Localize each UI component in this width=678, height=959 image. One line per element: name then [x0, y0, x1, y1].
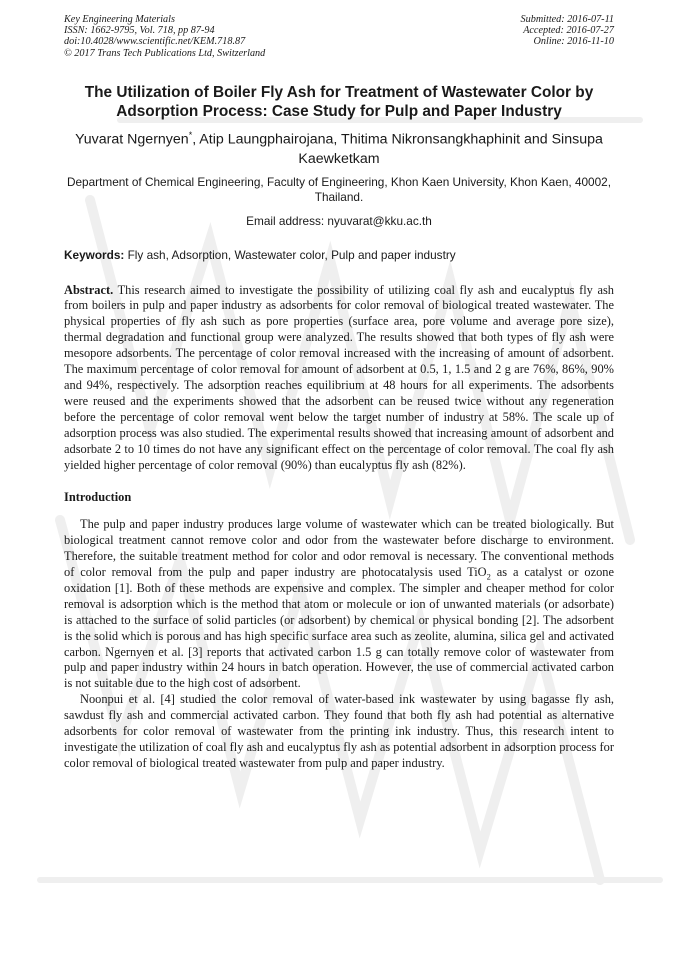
- section-heading-introduction: Introduction: [64, 490, 132, 505]
- online-date: Online: 2016-11-10: [533, 36, 614, 48]
- keywords-label: Keywords:: [64, 247, 125, 262]
- affiliation: Department of Chemical Engineering, Faculty of Engineering, Khon Kaen University, Khon Kaen, 40002, Thailand.: [66, 174, 612, 204]
- keywords-text: Fly ash, Adsorption, Wastewater color, Pulp and paper industry: [124, 247, 456, 262]
- publication-header: [64, 14, 614, 59]
- intro-p1-part-a: The pulp and paper industry produces large volume of wastewater which can be treated biologically. But biological treatment cannot remove color and odor from the wastewater before discharge to environment. Therefore, the suitable treatment method for color and odor removal is necessary. The conventional methods of color removal from the pulp and paper industry are photocatalysis used TiO: [64, 517, 614, 580]
- paper-title: The Utilization of Boiler Fly Ash for Treatment of Wastewater Color by Adsorption Process: Case Study for Pulp and Paper Industry: [84, 83, 594, 120]
- subscript-2: 2: [486, 571, 491, 582]
- intro-p1-part-b: as a catalyst or ozone oxidation [1]. Both of these methods are expensive and complex. The simpler and cheaper method for color removal is adsorption which is the method that atom or molecule or ion of unwanted materials (or adsorbate) is attached to the surface of solid particles (or adsorbent) by chemical or physical bonding [2]. The adsorbent is the solid which is porous and has high specific surface area such as zeolite, alumina, silica gel and activated carbon. Ngernyen et al. [3] reports that activated carbon 1.5 g can totally remove color of wastewater from pulp and paper industry within 24 hours in batch operation. However, the use of commercial activated carbon is not suitable due to the high cost of adsorbent.: [64, 565, 614, 691]
- introduction-paragraph-2: Noonpui et al. [4] studied the color removal of water-based ink wastewater by using bagasse fly ash, sawdust fly ash and commercial activated carbon. They found that both fly ash had potential as alternative adsorbents for color removal of wastewater from the printing ink industry. Thus, this research intent to investigate the utilization of coal fly ash and eucalyptus fly ash as potential adsorbent in adsorption process for color removal of biological treated wastewater from pulp and paper industry.: [64, 692, 614, 770]
- paper-page: [64, 14, 614, 772]
- author-list: [68, 126, 610, 169]
- abstract-text: This research aimed to investigate the possibility of utilizing coal fly ash and eucalyptus fly ash from boilers in pulp and paper industry as adsorbents for color removal of biological treated wastewater. The physical properties of fly ash such as pore properties (surface area, pore volume and average pore size), thermal degradation and functional group were analyzed. The results showed that both types of fly ash were mesopore adsorbents. The percentage of color removal increased with the increasing of amount of adsorbent. The maximum percentage of color removal for amount of adsorbent at 0.5, 1, 1.5 and 2 g are 76%, 86%, 90% and 94%, respectively. The adsorption reaches equilibrium at 48 hours for all experiments. The adsorbents were reused and the experiments showed that the adsorbent can be reused twice without any regeneration before the percentage of color removal went below the target number of industry at 58%. The scale up of adsorption process was also studied. The experimental results showed that increasing amount of adsorbent and adsorbate 2 to 10 times do not have any significant effect on the percentage of color removal. The coal fly ash yielded higher percentage of color removal (90%) than eucalyptus fly ash (82%).: [64, 282, 614, 472]
- publication-dates: [521, 14, 614, 59]
- co-authors: , Atip Laungphairojana, Thitima Nikronsangkhaphinit and Sinsupa Kaewketkam: [192, 131, 603, 167]
- introduction-paragraph-1: [64, 517, 614, 692]
- email-address[interactable]: Email address: nyuvarat@kku.ac.th: [246, 213, 432, 228]
- keywords: [64, 248, 614, 263]
- journal-name: Key Engineering Materials: [64, 14, 175, 25]
- abstract-label: Abstract.: [64, 282, 114, 297]
- abstract: [64, 283, 614, 474]
- corresponding-author: Yuvarat Ngernyen: [75, 131, 189, 148]
- journal-info: [64, 14, 265, 59]
- issn: ISSN: 1662-9795, Vol. 718, pp 87-94: [64, 25, 215, 37]
- submitted-date: Submitted: 2016-07-11: [520, 14, 614, 25]
- corresponding-mark: *: [188, 129, 193, 140]
- doi[interactable]: doi:10.4028/www.scientific.net/KEM.718.87: [64, 36, 246, 48]
- accepted-date: Accepted: 2016-07-27: [523, 25, 614, 37]
- copyright: © 2017 Trans Tech Publications Ltd, Switzerland: [64, 47, 266, 59]
